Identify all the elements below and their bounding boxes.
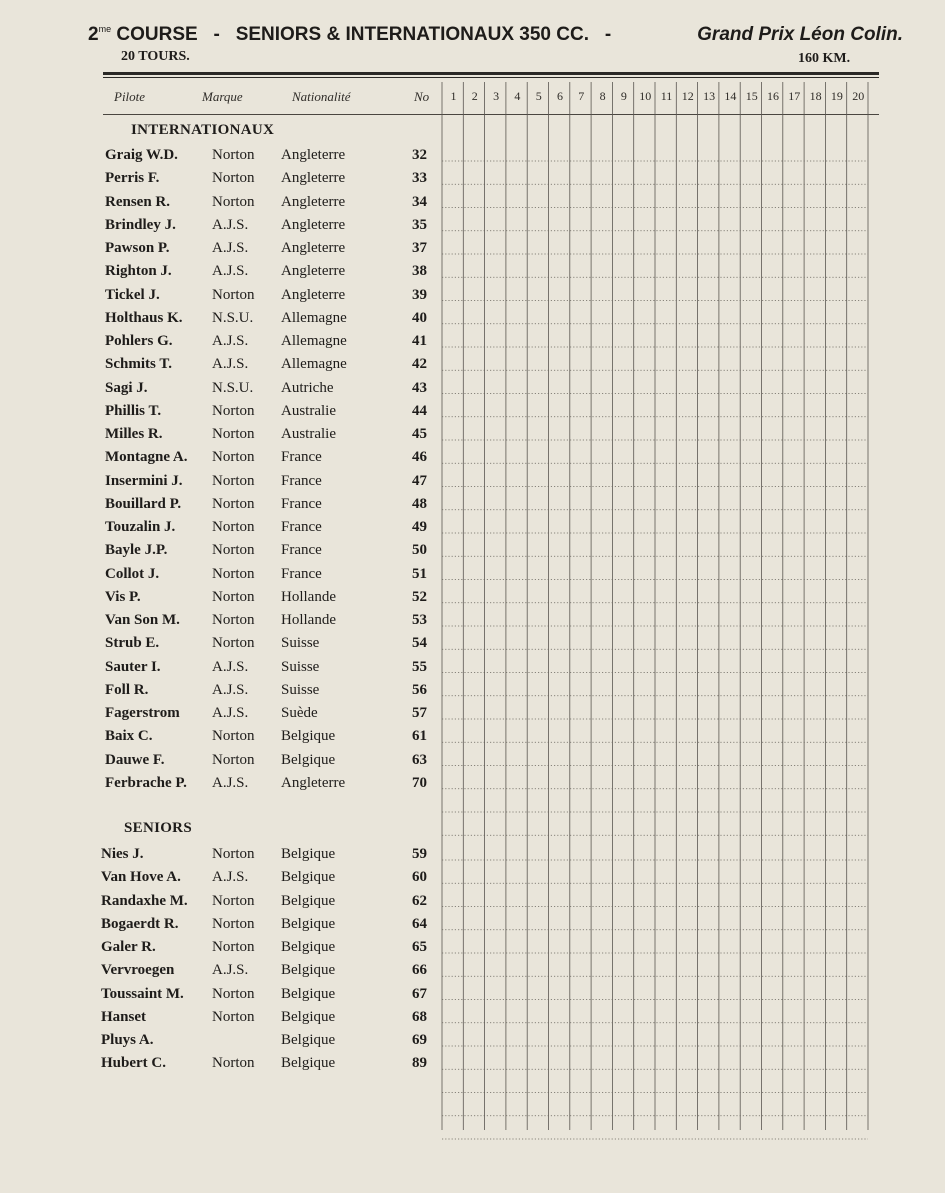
pilot-name: Randaxhe M. (101, 892, 188, 909)
nationality: Belgique (281, 1055, 336, 1072)
pilot-name: Phillis T. (105, 402, 162, 419)
nationality: Australie (281, 402, 336, 419)
brand-name: Norton (212, 846, 255, 862)
lap-header-16: 16 (767, 89, 779, 103)
brand-name: Norton (212, 892, 255, 909)
section-seniors: SENIORS (124, 820, 192, 836)
race-number: 38 (412, 263, 427, 280)
pilot-name: Montagne A. (105, 449, 188, 466)
title-separator: - (213, 24, 220, 45)
nationality: Belgique (281, 939, 336, 955)
nationality: Belgique (281, 962, 336, 979)
race-number: 65 (412, 939, 427, 955)
pilot-name: Milles R. (105, 426, 163, 442)
race-number: 68 (412, 1008, 427, 1025)
pilot-name: Vervroegen (101, 962, 175, 979)
nationality: Angleterre (281, 240, 346, 256)
pilot-name: Van Son M. (105, 612, 180, 628)
pilot-name: Bayle J.P. (105, 542, 168, 559)
brand-name: N.S.U. (212, 379, 254, 396)
brand-name: Norton (212, 170, 255, 187)
pilot-name: Ferbrache P. (105, 774, 187, 791)
nationality: France (281, 449, 322, 466)
nationality: Angleterre (281, 774, 346, 791)
nationality: Suisse (281, 658, 320, 675)
pilot-name: Baix C. (105, 728, 153, 745)
nationality: Allemagne (281, 309, 347, 326)
brand-name: A.J.S. (212, 216, 249, 233)
pilot-name: Bogaerdt R. (101, 915, 179, 932)
pilot-name: Pluys A. (101, 1032, 154, 1048)
race-number: 67 (412, 985, 427, 1002)
nationality: Allemagne (281, 356, 347, 373)
brand-name: Norton (212, 939, 255, 955)
brand-name: A.J.S. (212, 263, 249, 280)
col-header-nationality: Nationalité (292, 89, 351, 104)
brand-name: A.J.S. (212, 962, 249, 979)
race-number: 35 (412, 216, 427, 233)
pilot-name: Rensen R. (105, 193, 171, 210)
race-number: 54 (412, 635, 427, 652)
race-number: 32 (412, 147, 427, 163)
race-number: 63 (412, 751, 427, 768)
brand-name: A.J.S. (212, 705, 249, 721)
pilot-name: Touzalin J. (105, 519, 176, 535)
lap-header-9: 9 (620, 89, 627, 103)
brand-name: Norton (212, 565, 255, 582)
lap-header-10: 10 (639, 89, 652, 103)
nationality: Angleterre (281, 263, 346, 280)
pilot-name: Pawson P. (105, 240, 170, 256)
brand-name: Norton (212, 1008, 255, 1025)
col-header-pilot: Pilote (114, 89, 146, 104)
nationality: Australie (281, 426, 336, 442)
brand-name: Norton (212, 915, 255, 932)
lap-header-15: 15 (745, 89, 758, 103)
brand-name: A.J.S. (212, 658, 249, 675)
brand-name: A.J.S. (212, 681, 249, 698)
pilot-name: Sagi J. (105, 379, 148, 396)
nationality: Belgique (281, 751, 336, 768)
lap-header-8: 8 (599, 89, 606, 103)
race-number: 70 (412, 774, 427, 791)
nationality: Angleterre (281, 147, 346, 163)
race-number: 60 (412, 869, 427, 886)
brand-name: Norton (212, 985, 255, 1002)
pilot-name: Tickel J. (105, 286, 160, 303)
nationality: Belgique (281, 728, 336, 745)
race-number: 43 (412, 379, 427, 396)
brand-name: Norton (212, 1055, 255, 1072)
brand-name: Norton (212, 193, 255, 210)
race-number: 51 (412, 565, 427, 582)
col-header-brand: Marque (202, 89, 243, 104)
race-number: 53 (412, 612, 427, 628)
grand-prix-name: Grand Prix Léon Colin. (697, 24, 903, 45)
nationality: Belgique (281, 869, 336, 886)
brand-name: Norton (212, 588, 255, 605)
pilot-name: Strub E. (105, 635, 160, 652)
lap-header-20: 20 (852, 89, 865, 103)
brand-name: Norton (212, 635, 255, 652)
col-header-number: No (414, 89, 430, 104)
pilot-name: Hubert C. (101, 1055, 166, 1072)
nationality: Suisse (281, 681, 320, 698)
lap-count: 20 TOURS. (121, 49, 190, 64)
nationality: France (281, 542, 322, 559)
pilot-name: Righton J. (105, 263, 172, 280)
nationality: France (281, 495, 322, 512)
nationality: Autriche (281, 379, 334, 396)
nationality: Angleterre (281, 286, 346, 303)
race-number: 50 (412, 542, 427, 559)
pilot-name: Schmits T. (105, 356, 172, 373)
race-number: 59 (412, 846, 427, 862)
pilot-name: Holthaus K. (105, 309, 183, 326)
brand-name: Norton (212, 147, 255, 163)
race-number: 55 (412, 658, 427, 675)
race-category: SENIORS & INTERNATIONAUX 350 CC. (235, 24, 589, 45)
nationality: Belgique (281, 1032, 336, 1048)
course-label: COURSE (116, 24, 198, 45)
brand-name: Norton (212, 449, 255, 466)
brand-name: Norton (212, 542, 255, 559)
lap-header-3: 3 (493, 89, 500, 103)
race-number: 41 (412, 333, 427, 349)
race-number: 33 (412, 170, 427, 187)
race-number: 49 (412, 519, 427, 535)
nationality: Allemagne (281, 333, 347, 349)
pilot-name: Hanset (101, 1008, 146, 1025)
brand-name: Norton (212, 495, 255, 512)
race-number: 61 (412, 728, 427, 745)
lap-header-5: 5 (535, 89, 542, 103)
race-number: 39 (412, 286, 427, 303)
nationality: Suisse (281, 635, 320, 652)
lap-header-19: 19 (830, 89, 843, 103)
nationality: Belgique (281, 846, 336, 862)
race-number: 52 (412, 588, 427, 605)
pilot-name: Collot J. (105, 565, 160, 582)
brand-name: N.S.U. (212, 309, 254, 326)
race-number: 56 (412, 681, 427, 698)
lap-header-1: 1 (450, 89, 457, 103)
pilot-name: Van Hove A. (101, 869, 181, 886)
brand-name: Norton (212, 286, 255, 303)
race-number: 89 (412, 1055, 427, 1072)
race-number: 46 (412, 449, 427, 466)
pilot-name: Fagerstrom (105, 705, 180, 721)
brand-name: A.J.S. (212, 333, 249, 349)
nationality: Angleterre (281, 216, 346, 233)
nationality: France (281, 472, 322, 489)
lap-header-2: 2 (471, 89, 478, 103)
race-number: 40 (412, 309, 427, 326)
brand-name: Norton (212, 426, 255, 442)
pilot-name: Toussaint M. (101, 985, 184, 1002)
pilot-name: Brindley J. (105, 216, 176, 233)
title-separator-2: - (604, 24, 612, 45)
brand-name: Norton (212, 751, 255, 768)
race-number: 37 (412, 240, 427, 256)
nationality: Belgique (281, 1008, 336, 1025)
race-number: 45 (412, 426, 427, 442)
lap-header-4: 4 (514, 89, 521, 103)
brand-name: Norton (212, 612, 255, 628)
lap-header-18: 18 (809, 89, 822, 103)
lap-header-12: 12 (681, 89, 694, 103)
race-number: 42 (412, 356, 427, 373)
nationality: Belgique (281, 915, 336, 932)
pilot-name: Bouillard P. (105, 495, 182, 512)
race-number: 44 (412, 402, 427, 419)
nationality: France (281, 565, 322, 582)
race-number: 62 (412, 892, 427, 909)
nationality: Belgique (281, 985, 336, 1002)
brand-name: Norton (212, 728, 255, 745)
brand-name: Norton (212, 472, 255, 489)
nationality: Angleterre (281, 170, 346, 187)
lap-header-6: 6 (557, 89, 563, 103)
nationality: Belgique (281, 892, 336, 909)
pilot-name: Foll R. (105, 681, 149, 698)
pilot-name: Nies J. (101, 846, 144, 862)
race-number: 69 (412, 1032, 427, 1048)
nationality: Hollande (281, 588, 336, 605)
lap-header-13: 13 (703, 89, 716, 103)
brand-name: Norton (212, 519, 255, 535)
section-internationaux: INTERNATIONAUX (131, 122, 275, 138)
pilot-name: Graig W.D. (105, 147, 178, 163)
race-number: 64 (412, 915, 427, 932)
brand-name: Norton (212, 402, 255, 419)
pilot-name: Perris F. (105, 170, 160, 187)
race-ordinal: $2^{me}$ (88, 24, 112, 45)
pilot-name: Sauter I. (105, 658, 161, 675)
race-number: 66 (412, 962, 427, 979)
pilot-name: Vis P. (105, 588, 141, 605)
brand-name: A.J.S. (212, 869, 249, 886)
lap-header-7: 7 (578, 89, 585, 103)
pilot-name: Dauwe F. (105, 751, 165, 768)
nationality: Angleterre (281, 193, 346, 210)
brand-name: A.J.S. (212, 240, 249, 256)
race-number: 48 (412, 495, 427, 512)
pilot-name: Insermini J. (105, 472, 183, 489)
nationality: Hollande (281, 612, 336, 628)
pilot-name: Pohlers G. (105, 333, 173, 349)
race-number: 47 (412, 472, 427, 489)
race-distance: 160 KM. (798, 51, 851, 66)
nationality: France (281, 519, 322, 535)
nationality: Suède (281, 705, 318, 721)
lap-header-11: 11 (660, 89, 673, 103)
pilot-name: Galer R. (101, 939, 156, 955)
race-number: 57 (412, 705, 427, 721)
lap-header-17: 17 (788, 89, 801, 103)
race-number: 34 (412, 193, 427, 210)
lap-header-14: 14 (724, 89, 737, 103)
brand-name: A.J.S. (212, 356, 249, 373)
brand-name: A.J.S. (212, 774, 249, 791)
